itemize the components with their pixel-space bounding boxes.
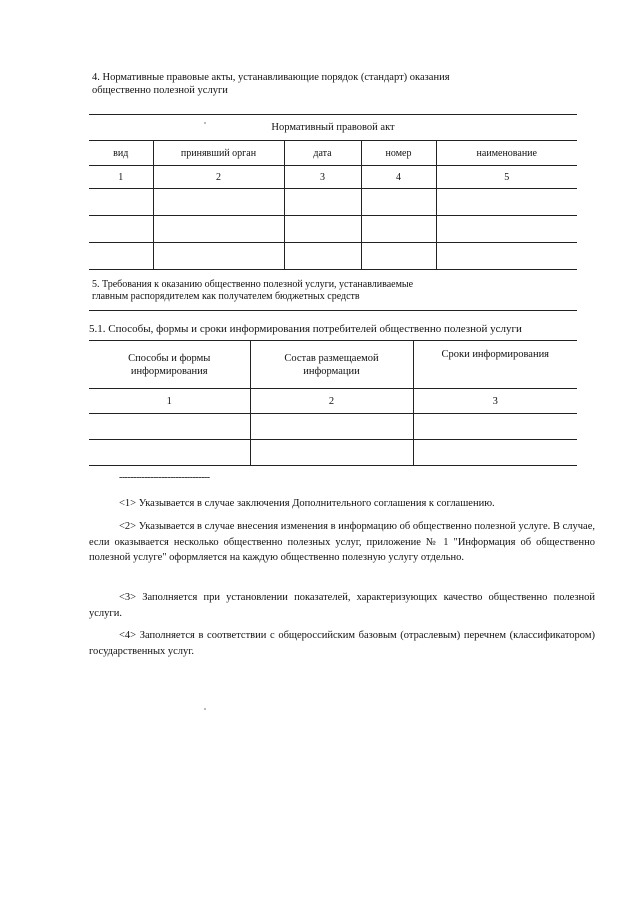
column-number-cell: 3 [284, 166, 361, 189]
empty-cell [361, 243, 436, 270]
column-number-cell: 3 [413, 389, 577, 414]
column-header-content: Состав размещаемой информации [250, 341, 413, 389]
table-row [89, 189, 577, 216]
footnote-1: <1> Указывается в случае заключения Дополнительного соглашения к соглашению. [119, 498, 495, 509]
column-header-date: дата [284, 141, 361, 166]
footnote-3: <3> Заполняется при установлении показателей, характеризующих качество общественно полезной услуги. [89, 592, 595, 619]
column-header-number: номер [361, 141, 436, 166]
empty-cell [361, 216, 436, 243]
column-header-deadlines: Сроки информирования [413, 341, 577, 389]
section-4-heading [92, 72, 532, 97]
empty-cell [89, 216, 153, 243]
empty-cell [413, 414, 577, 440]
section-divider [89, 310, 577, 311]
empty-cell [284, 216, 361, 243]
empty-cell [361, 189, 436, 216]
table-row [89, 440, 577, 466]
column-header-issuing-body: принявший орган [153, 141, 284, 166]
footnote-4: <4> Заполняется в соответствии с общероссийским базовым (отраслевым) перечнем (классификатором) государственных услуг. [89, 630, 595, 657]
empty-cell [284, 243, 361, 270]
empty-cell [153, 216, 284, 243]
section-5-heading-line1: 5. Требования к оказанию общественно полезной услуги, устанавливаемые [92, 279, 414, 290]
empty-cell [89, 243, 153, 270]
section-4-heading-line1: 4. Нормативные правовые акты, устанавливающие порядок (стандарт) оказания [92, 72, 450, 83]
table-row [89, 216, 577, 243]
normative-acts-table [89, 114, 577, 270]
column-header-title: наименование [436, 141, 577, 166]
footnote-2: <2> Указывается в случае внесения изменения в информацию об общественно полезной услуге. В случае, если оказывается несколько общественно полезных услуг, приложение № 1 "Информация об общественно полезной услуге" оформляется на каждую общественно полезную услугу отдельно. [89, 521, 595, 563]
footnote-separator: -------------------------------- [119, 472, 210, 483]
empty-cell [153, 243, 284, 270]
empty-cell [284, 189, 361, 216]
normative-acts-header: Нормативный правовой акт [89, 115, 577, 141]
column-number-cell: 5 [436, 166, 577, 189]
empty-cell [250, 414, 413, 440]
empty-cell [89, 189, 153, 216]
scan-speck [204, 122, 206, 124]
section-5-heading-line2: главным распорядителем как получателем бюджетных средств [92, 291, 360, 302]
column-header-methods: Способы и формы информирования [89, 341, 250, 389]
empty-cell [436, 243, 577, 270]
column-number-cell: 1 [89, 166, 153, 189]
informing-methods-table [89, 340, 577, 466]
empty-cell [89, 414, 250, 440]
column-header-type: вид [89, 141, 153, 166]
section-5-heading [92, 279, 532, 303]
table-row [89, 414, 577, 440]
section-5-1-heading: 5.1. Способы, формы и сроки информирования потребителей общественно полезной услуги [89, 323, 522, 335]
empty-cell [89, 440, 250, 466]
table-row [89, 243, 577, 270]
empty-cell [436, 189, 577, 216]
empty-cell [436, 216, 577, 243]
section-4-heading-line2: общественно полезной услуги [92, 84, 228, 96]
empty-cell [250, 440, 413, 466]
column-number-cell: 1 [89, 389, 250, 414]
empty-cell [153, 189, 284, 216]
column-number-cell: 2 [250, 389, 413, 414]
empty-cell [413, 440, 577, 466]
column-number-cell: 2 [153, 166, 284, 189]
column-number-cell: 4 [361, 166, 436, 189]
scan-speck [204, 708, 206, 710]
